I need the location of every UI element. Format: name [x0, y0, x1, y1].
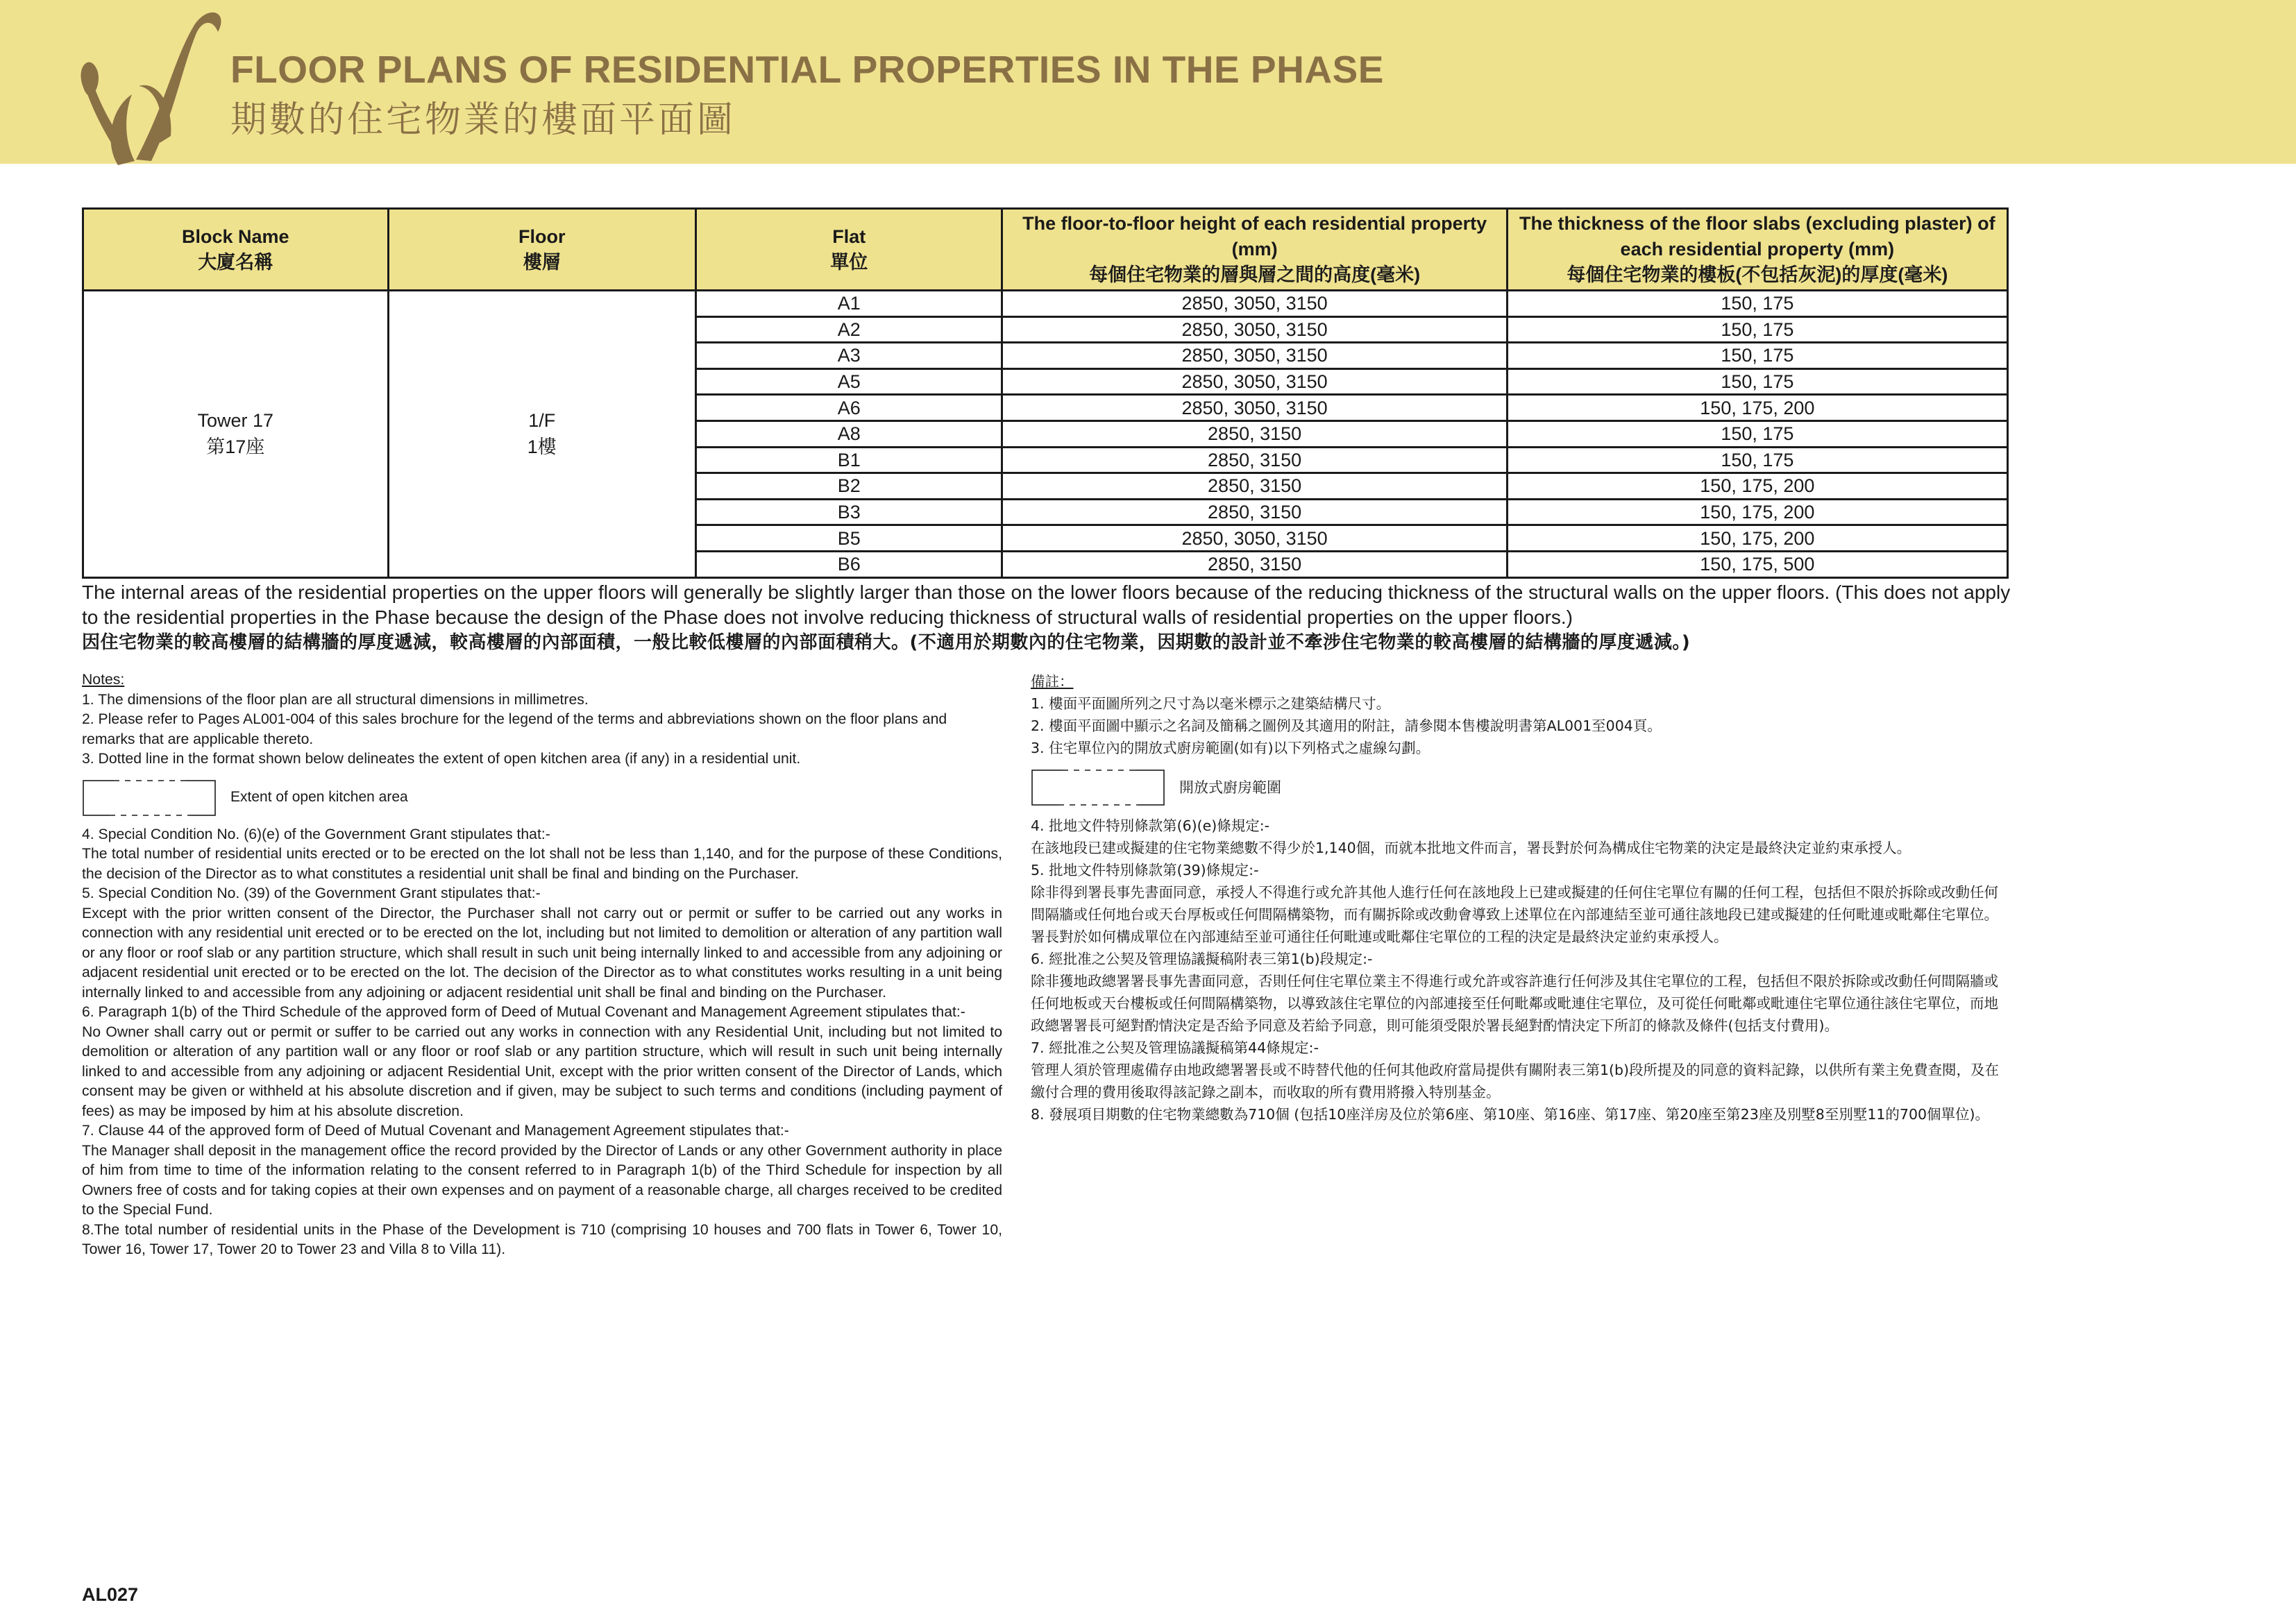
note-4-body-zh: 在該地段已建或擬建的住宅物業總數不得少於1,140個，而就本批地文件而言，署長對於何為構成住宅物業的決定是最終決定並約束承授人。	[1031, 840, 1911, 856]
note-3-zh: 3. 住宅單位內的開放式廚房範圍(如有)以下列格式之虛線勾劃。	[1031, 740, 1430, 756]
slab-cell: 150, 175	[1507, 316, 2007, 343]
flat-cell: A5	[696, 368, 1002, 395]
legend-label: Extent of open kitchen area	[230, 789, 408, 806]
header-floor: Floor 樓層	[388, 209, 695, 291]
slab-cell: 150, 175, 500	[1507, 551, 2007, 577]
flat-cell: B6	[696, 551, 1002, 577]
note-6-body-zh: 除非獲地政總署署長事先書面同意，否則任何住宅單位業主不得進行或允許或容許進行任何涉及其住宅單位的工程，包括但不限於拆除或改動任何間隔牆或任何地板或天台樓板或任何間隔構築物，以導致該住宅單位的內部連接至任何毗鄰或毗連住宅單位，及可從任何毗鄰或毗連住宅單位通往該住宅單位，而地政總署署長可絕對酌情決定是否給予同意及若給予同意，則可能須受限於署長絕對酌情決定下所訂的條款及條件(包括支付費用)。	[1031, 973, 1998, 1034]
header-slab-thickness: The thickness of the floor slabs (excluding plaster) of each residential property (mm) 每個住宅物業的樓板(不包括灰泥)的厚度(毫米)	[1507, 209, 2007, 291]
flat-cell: A3	[696, 343, 1002, 369]
note-5-body-zh: 除非得到署長事先書面同意，承授人不得進行或允許其他人進行任何在該地段上已建或擬建的任何住宅單位有關的任何工程，包括但不限於拆除或改動任何間隔牆或任何地台或天台厚板或任何間隔構築物，而有關拆除或改動會導致上述單位在內部連結至並可通往該地段已建或擬建的任何毗連或毗鄰住宅單位。署長對於如何構成單位在內部連結至並可通往任何毗連或毗鄰住宅單位的工程的決定是最終決定並約束承授人。	[1031, 884, 1998, 945]
flat-cell: B2	[696, 473, 1002, 500]
note-7-title-zh: 7. 經批准之公契及管理協議擬稿第44條規定:-	[1031, 1039, 1319, 1056]
flat-cell: B3	[696, 499, 1002, 525]
note-6-title-zh: 6. 經批准之公契及管理協議擬稿附表三第1(b)段規定:-	[1031, 951, 1373, 967]
flat-cell: A8	[696, 420, 1002, 447]
header-block-name: Block Name 大廈名稱	[83, 209, 389, 291]
note-5-title-zh: 5. 批地文件特別條款第(39)條規定:-	[1031, 862, 1259, 878]
note-7-body-zh: 管理人須於管理處備存由地政總署署長或不時替代他的任何其他政府當局提供有關附表三第1(b)段所提及的同意的資料記錄，以供所有業主免費查閱，及在繳付合理的費用後取得該記錄之副本，而收取的所有費用將撥入特別基金。	[1031, 1062, 2000, 1101]
note-1-zh: 1. 樓面平面圖所列之尺寸為以毫米標示之建築結構尺寸。	[1031, 695, 1391, 712]
slab-cell: 150, 175	[1507, 368, 2007, 395]
note-6-title: 6. Paragraph 1(b) of the Third Schedule of the approved form of Deed of Mutual Covenant and Management Agreement stipulates that:-	[82, 1004, 965, 1020]
height-cell: 2850, 3050, 3150	[1002, 525, 1507, 552]
flat-cell: B5	[696, 525, 1002, 552]
height-cell: 2850, 3150	[1002, 420, 1507, 447]
notes-chinese	[1031, 670, 2011, 1125]
note-6-body: No Owner shall carry out or permit or suffer to be carried out any works in connection with any Residential Unit, including but not limited to demolition or alteration of any partition wall or any floor or roof slab or any partition structure, which will result in such unit being internally linked to and accessible from any adjoining or adjacent Residential Unit, except with the prior written consent of the Director of Lands, which consent may be given or withheld at his absolute discretion and if given, may be subject to such terms and conditions (including payment of fees) as may be imposed by him at his absolute discretion.	[82, 1023, 1002, 1119]
intro-text-en: The internal areas of the residential properties on the upper floors will generally be slightly larger than those on the lower floors because of the reducing thickness of the structural walls on the upper floors. (This does not apply to the residential properties in the Phase because the design of the Phase does not involve reducing thickness of structural walls of residential properties on the upper floors.)	[82, 581, 2011, 628]
floor-cell: 1/F 1樓	[388, 291, 695, 578]
note-4-title-zh: 4. 批地文件特別條款第(6)(e)條規定:-	[1031, 817, 1270, 834]
height-cell: 2850, 3150	[1002, 499, 1507, 525]
legend-label-zh: 開放式廚房範圍	[1179, 779, 1281, 796]
note-5-title: 5. Special Condition No. (39) of the Government Grant stipulates that:-	[82, 885, 541, 901]
dotted-outline-icon	[1031, 769, 1165, 806]
note-7-title: 7. Clause 44 of the approved form of Deed of Mutual Covenant and Management Agreement stipulates that:-	[82, 1123, 789, 1139]
slab-cell: 150, 175, 200	[1507, 473, 2007, 500]
page-title: FLOOR PLANS OF RESIDENTIAL PROPERTIES IN THE PHASE	[230, 48, 1384, 91]
dotted-outline-icon	[82, 779, 217, 817]
notes-heading-zh: 備註：	[1031, 673, 1074, 690]
swirl-logo-icon	[69, 4, 229, 165]
slab-cell: 150, 175	[1507, 291, 2007, 317]
floor-data-table	[82, 207, 2009, 579]
notes-english	[82, 670, 1002, 1260]
height-cell: 2850, 3150	[1002, 551, 1507, 577]
note-2-zh: 2. 樓面平面圖中顯示之名詞及簡稱之圖例及其適用的附註，請參閱本售樓說明書第AL001至004頁。	[1031, 717, 1662, 734]
note-7-body: The Manager shall deposit in the management office the record provided by the Director of Lands or any other Government authority in place of him from time to time of the information relating to the consent referred to in Paragraph 1(b) of the Third Schedule for inspection by all Owners free of costs and for taking copies at their own expenses and on payment of a reasonable charge, all charges received to be credited to the Special Fund.	[82, 1142, 1002, 1218]
slab-cell: 150, 175	[1507, 343, 2007, 369]
flat-cell: A6	[696, 395, 1002, 421]
slab-cell: 150, 175	[1507, 447, 2007, 473]
page-title-chinese: 期數的住宅物業的樓面平面圖	[230, 99, 736, 141]
note-8-zh: 8. 發展項目期數的住宅物業總數為710個 (包括10座洋房及位於第6座、第10座、第16座、第17座、第20座至第23座及別墅8至別墅11的700個單位)。	[1031, 1106, 1990, 1123]
flat-cell: B1	[696, 447, 1002, 473]
notes-heading: Notes:	[82, 672, 125, 688]
slab-cell: 150, 175, 200	[1507, 395, 2007, 421]
note-4-title: 4. Special Condition No. (6)(e) of the Government Grant stipulates that:-	[82, 826, 550, 842]
height-cell: 2850, 3050, 3150	[1002, 316, 1507, 343]
height-cell: 2850, 3050, 3150	[1002, 343, 1507, 369]
slab-cell: 150, 175, 200	[1507, 525, 2007, 552]
flat-cell: A1	[696, 291, 1002, 317]
intro-paragraph	[82, 580, 2011, 655]
note-8: 8.The total number of residential units in the Phase of the Development is 710 (comprising 10 houses and 700 flats in Tower 6, Tower 10, Tower 16, Tower 17, Tower 20 to Tower 23 and Villa 8 to Villa 11).	[82, 1221, 1002, 1257]
slab-cell: 150, 175	[1507, 420, 2007, 447]
height-cell: 2850, 3050, 3150	[1002, 368, 1507, 395]
header-flat: Flat 單位	[696, 209, 1002, 291]
intro-text-zh: 因住宅物業的較高樓層的結構牆的厚度遞減，較高樓層的內部面積，一般比較低樓層的內部面積稍大。(不適用於期數內的住宅物業，因期數的設計並不牽涉住宅物業的較高樓層的結構牆的厚度遞減。)	[82, 632, 1691, 653]
open-kitchen-legend-zh	[1031, 763, 2011, 812]
open-kitchen-legend	[82, 774, 1002, 822]
page-header	[0, 0, 2296, 164]
note-3: 3. Dotted line in the format shown below delineates the extent of open kitchen area (if any) in a residential unit.	[82, 751, 801, 767]
note-2: 2. Please refer to Pages AL001-004 of this sales brochure for the legend of the terms and abbreviations shown on the floor plans and remarks that are applicable thereto.	[82, 711, 947, 747]
height-cell: 2850, 3050, 3150	[1002, 291, 1507, 317]
flat-cell: A2	[696, 316, 1002, 343]
note-4-body: The total number of residential units erected or to be erected on the lot shall not be less than 1,140, and for the purpose of these Conditions, the decision of the Director as to what constitutes a residential unit shall be final and binding on the Purchaser.	[82, 846, 1002, 882]
block-name-cell: Tower 17 第17座	[83, 291, 389, 578]
table-row	[83, 291, 2008, 317]
note-5-body: Except with the prior written consent of the Director, the Purchaser shall not carry out or permit or suffer to be carried out any works in connection with any residential unit erected or to be erected on the lot, including but not limited to demolition or alteration of any partition wall or any floor or roof slab or any partition structure, which shall result in such unit being internally linked to and accessible from any adjoining or adjacent residential unit erected or to be erected on the lot. The decision of the Director as to what constitutes works resulting in a unit being internally linked to and accessible from any adjoining or adjacent residential unit shall be final and binding on the Purchaser.	[82, 905, 1002, 1001]
header-floor-height: The floor-to-floor height of each residential property (mm) 每個住宅物業的層與層之間的高度(毫米)	[1002, 209, 1507, 291]
height-cell: 2850, 3050, 3150	[1002, 395, 1507, 421]
slab-cell: 150, 175, 200	[1507, 499, 2007, 525]
height-cell: 2850, 3150	[1002, 447, 1507, 473]
note-1: 1. The dimensions of the floor plan are all structural dimensions in millimetres.	[82, 691, 589, 708]
page-number: AL027	[82, 1584, 139, 1605]
table-header-row	[83, 209, 2008, 291]
height-cell: 2850, 3150	[1002, 473, 1507, 500]
